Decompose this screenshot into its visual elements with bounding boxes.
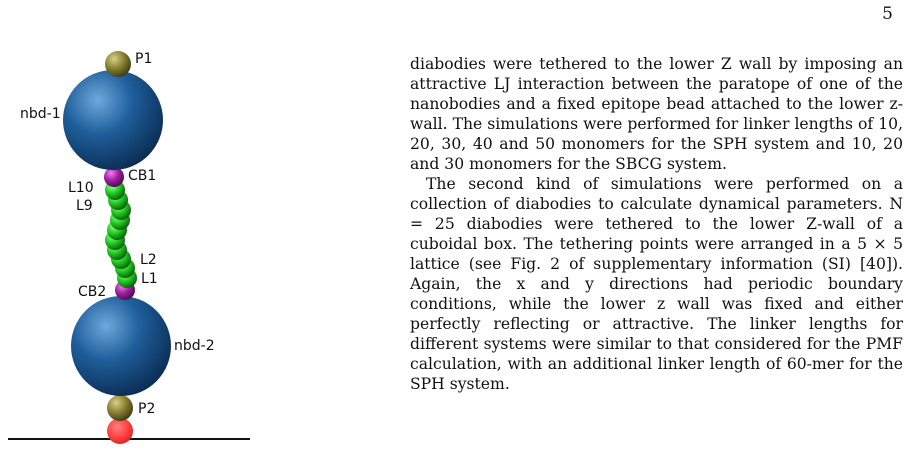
- paragraph: diabodies were tethered to the lower Z wall by imposing an attractive LJ interaction between the paratope of one of the nanobodies and a fixed epitope bead attached to the lower z-wall. The simulations were performed for linker lengths of 10, 20, 30, 40 and 50 monomers for the SPH system and 10, 20 and 30 monomers for the SBCG system.: [410, 55, 903, 173]
- linker-chain: [105, 180, 137, 288]
- patch-bead-p2: [107, 395, 133, 421]
- label-l9: L9: [76, 198, 93, 214]
- page-number: 5: [882, 4, 893, 24]
- label-nbd1: nbd-1: [20, 106, 61, 122]
- label-p1: P1: [135, 51, 153, 67]
- body-text-column: [410, 54, 903, 394]
- connector-bead-cb1: [104, 167, 124, 187]
- diabody-model-figure: [0, 0, 300, 470]
- label-nbd2: nbd-2: [174, 338, 215, 354]
- label-l1: L1: [141, 271, 158, 287]
- label-l10: L10: [68, 180, 94, 196]
- label-cb1: CB1: [128, 168, 157, 184]
- nanobody-bead-nbd2: [71, 296, 171, 396]
- patch-bead-p1: [105, 51, 131, 77]
- epitope-bead: [107, 418, 133, 444]
- label-cb2: CB2: [78, 284, 107, 300]
- nanobody-bead-nbd1: [63, 70, 163, 170]
- paragraph: The second kind of simulations were performed on a collection of diabodies to calculate dynamical parameters. N = 25 diabodies were tethered to the lower Z-wall of a cuboidal box. The tethering points were arranged in a 5 × 5 lattice (see Fig. 2 of supplementary information (SI) [40]). Again, the x and y directions had periodic boundary conditions, while the lower z wall was fixed and either perfectly reflecting or attractive. The linker lengths for different systems were similar to that considered for the PMF calculation, with an additional linker length of 60-mer for the SPH system.: [410, 175, 903, 393]
- label-l2: L2: [140, 252, 157, 268]
- label-p2: P2: [138, 401, 156, 417]
